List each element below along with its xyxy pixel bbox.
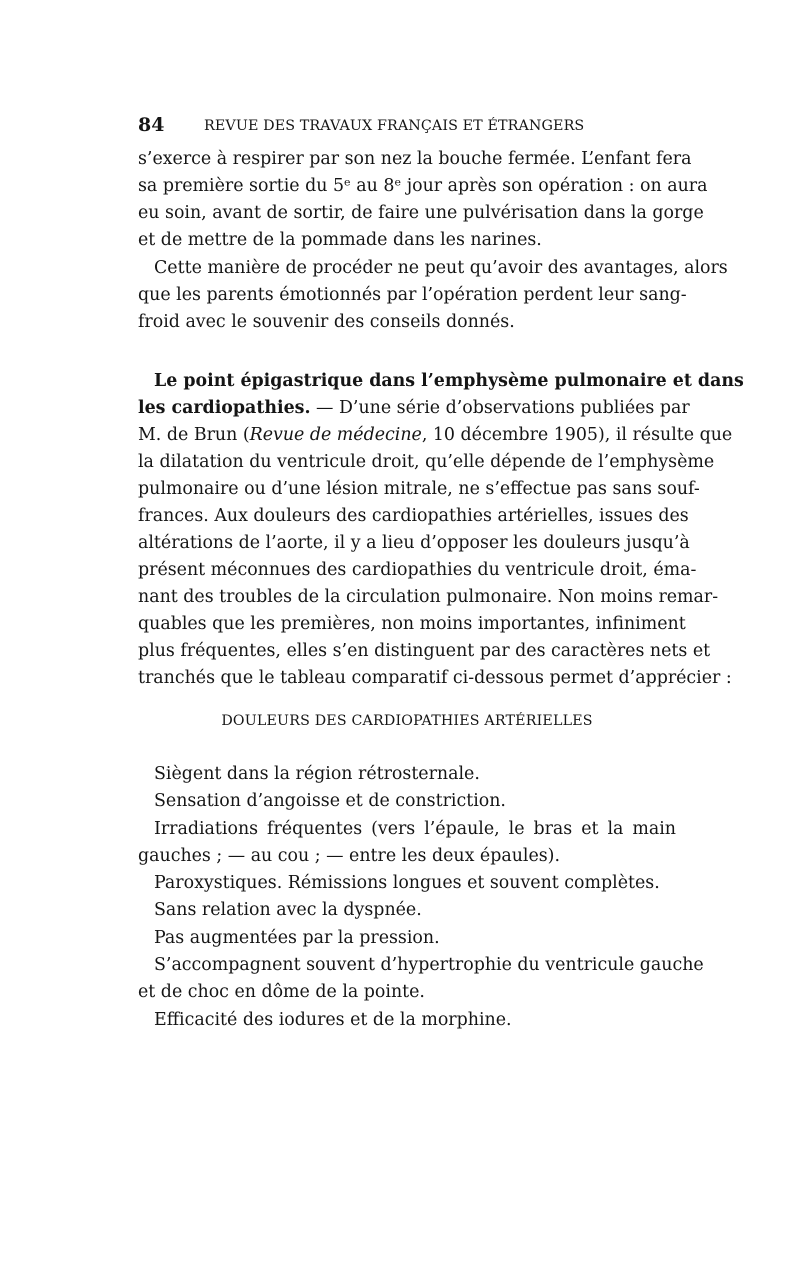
text-run: , 10 décembre 1905), il résulte que (421, 425, 733, 445)
text-line (138, 395, 690, 422)
list-item: Efficacité des iodures et de la morphine. (154, 1009, 512, 1030)
text-line: quables que les premières, non moins importantes, infiniment (138, 614, 686, 634)
text-line: froid avec le souvenir des conseils donnés. (138, 312, 515, 332)
text-line: frances. Aux douleurs des cardiopathies artérielles, issues des (138, 506, 689, 526)
list-item: Paroxystiques. Rémissions longues et souvent complètes. (154, 873, 660, 894)
section-heading-line: Le point épigastrique dans l’emphysème pulmonaire et dans (154, 371, 744, 391)
text-run: — D’une série d’observations publiées par (310, 398, 690, 418)
text-line: altérations de l’aorte, il y a lieu d’opposer les douleurs jusqu’à (138, 533, 690, 553)
table-section-title: DOULEURS DES CARDIOPATHIES ARTÉRIELLES (221, 713, 593, 729)
paragraph-epigastric-point (138, 368, 744, 692)
text-line: la dilatation du ventricule droit, qu’elle dépende de l’emphysème (138, 452, 715, 472)
list-item: Sans relation avec la dyspnée. (154, 900, 422, 921)
list-item: Pas augmentées par la pression. (154, 927, 440, 948)
text-line (138, 422, 733, 449)
list-item-continuation: et de choc en dôme de la pointe. (138, 982, 425, 1003)
paragraph-aftercare (138, 146, 708, 254)
section-heading-end: les cardiopathies. (138, 398, 311, 418)
list-item: Siègent dans la région rétrosternale. (154, 764, 480, 784)
list-item-continuation: gauches ; — au cou ; — entre les deux épaules). (138, 845, 560, 866)
text-line: présent méconnues des cardiopathies du ventricule droit, éma- (138, 560, 697, 580)
paragraph-advantages (138, 255, 728, 336)
page-header (138, 114, 678, 140)
page-number: 84 (138, 114, 165, 136)
text-line: que les parents émotionnés par l’opération perdent leur sang- (138, 285, 687, 305)
text-line: Cette manière de procéder ne peut qu’avoir des avantages, alors (154, 258, 728, 278)
text-line: s’exerce à respirer par son nez la bouche fermée. L’enfant fera (138, 149, 692, 169)
text-line: pulmonaire ou d’une lésion mitrale, ne s’effectue pas sans souf- (138, 479, 700, 499)
text-line: sa première sortie du 5ᵉ au 8ᵉ jour après son opération : on aura (138, 176, 708, 196)
text-line: plus fréquentes, elles s’en distinguent par des caractères nets et (138, 641, 711, 661)
journal-title: Revue de médecine (249, 425, 422, 445)
text-line: et de mettre de la pommade dans les narines. (138, 230, 542, 250)
text-line: eu soin, avant de sortir, de faire une pulvérisation dans la gorge (138, 203, 704, 223)
list-item: S’accompagnent souvent d’hypertrophie du ventricule gauche (154, 955, 704, 976)
list-item: Sensation d’angoisse et de constriction. (154, 791, 506, 812)
text-line: tranchés que le tableau comparatif ci-dessous permet d’apprécier : (138, 668, 732, 688)
symptom-list (138, 761, 704, 1034)
text-line: nant des troubles de la circulation pulmonaire. Non moins remar- (138, 587, 719, 607)
list-item: Irradiations fréquentes (vers l’épaule, le bras et la main (154, 818, 676, 839)
text-run: M. de Brun ( (138, 425, 250, 445)
running-head: REVUE DES TRAVAUX FRANÇAIS ET ÉTRANGERS (204, 118, 585, 134)
